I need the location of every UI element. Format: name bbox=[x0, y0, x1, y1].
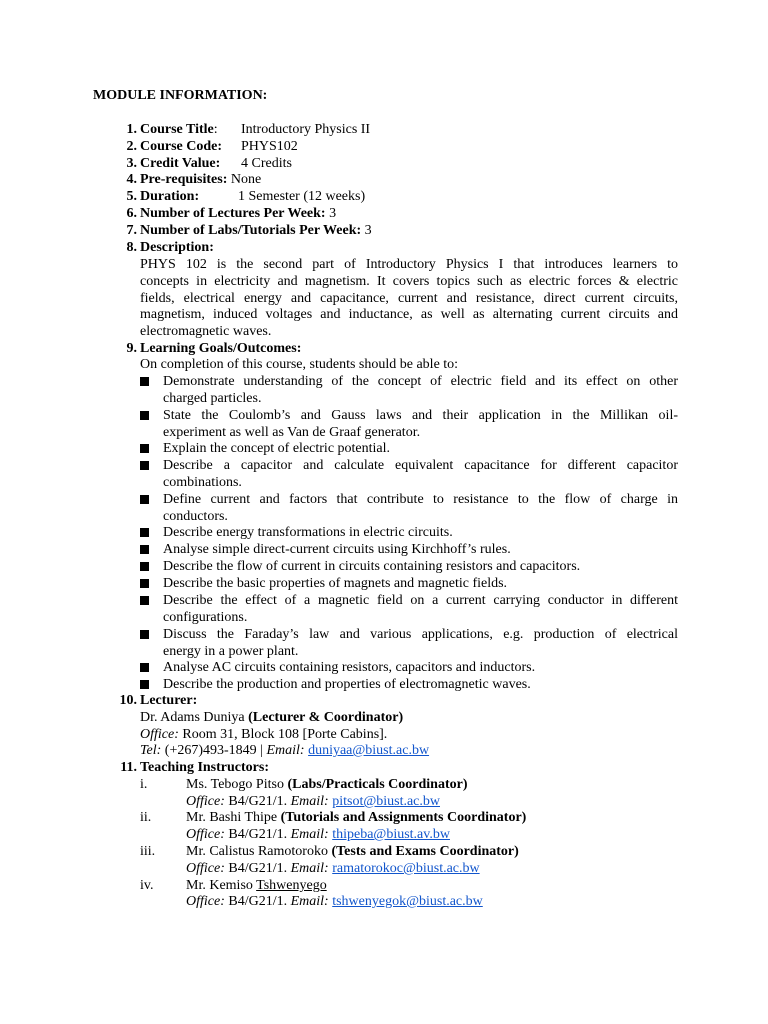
goal-item bbox=[163, 660, 678, 677]
lecturer-tel-value: (+267)493-1849 | bbox=[164, 743, 263, 758]
item-number: 5. bbox=[126, 189, 137, 204]
course-code-label: Course Code: bbox=[140, 139, 223, 154]
course-title-label: Course Title bbox=[140, 122, 214, 137]
description-line: electromagnetic waves. bbox=[140, 324, 272, 340]
lecturer-contact-row bbox=[140, 743, 429, 759]
goal-line: Describe the flow of current in circuits containing resistors and capacitors. bbox=[163, 559, 581, 574]
course-title-row bbox=[140, 122, 371, 138]
goal-item bbox=[163, 374, 678, 408]
square-bullet-icon bbox=[140, 596, 149, 605]
goal-line: State the Coulomb’s and Gauss laws and their application in the Millikan oil- bbox=[163, 408, 678, 423]
instructor-office: B4/G21/1. bbox=[228, 827, 288, 842]
instructor-role: (Tests and Exams Coordinator) bbox=[331, 844, 519, 859]
instructor-email-label: Email: bbox=[290, 794, 329, 809]
instructor-email-link[interactable]: thipeba@biust.av.bw bbox=[332, 827, 450, 842]
instructor-name-row bbox=[186, 878, 327, 894]
instructor-office-label: Office: bbox=[186, 827, 225, 842]
prereq-label: Pre-requisites: bbox=[140, 172, 228, 187]
instructor-office-label: Office: bbox=[186, 894, 225, 909]
square-bullet-icon bbox=[140, 630, 149, 639]
goal-line: Discuss the Faraday’s law and various applications, e.g. production of electrical bbox=[163, 627, 678, 642]
square-bullet-icon bbox=[140, 495, 149, 504]
instructor-office: B4/G21/1. bbox=[228, 794, 288, 809]
square-bullet-icon bbox=[140, 528, 149, 537]
goal-line: Describe the basic properties of magnets and magnetic fields. bbox=[163, 576, 508, 591]
lecturer-office-value: Room 31, Block 108 [Porte Cabins]. bbox=[182, 727, 388, 742]
module-heading: MODULE INFORMATION: bbox=[93, 88, 268, 103]
square-bullet-icon bbox=[140, 579, 149, 588]
instructor-role: (Labs/Practicals Coordinator) bbox=[287, 777, 468, 792]
lecturer-name-row bbox=[140, 710, 403, 726]
course-title-colon: : bbox=[213, 122, 218, 137]
description-line: fields, electrical energy and capacitance, current and resistance, direct current circuits, bbox=[140, 290, 678, 306]
instructor-office-row bbox=[186, 894, 483, 910]
description-line: concepts in electricity and magnetism. It covers topics such as electric forces & electric bbox=[140, 273, 678, 289]
roman-numeral: i. bbox=[140, 777, 148, 792]
square-bullet-icon bbox=[140, 461, 149, 470]
goal-line: Define current and factors that contribute to resistance to the flow of charge in bbox=[163, 492, 678, 507]
instructor-office-label: Office: bbox=[186, 794, 225, 809]
description-line: magnetism, induced voltages and inductance, as well as alternating current circuits and bbox=[140, 307, 678, 323]
item-number: 4. bbox=[126, 172, 137, 187]
goal-line: Describe energy transformations in electric circuits. bbox=[163, 525, 453, 540]
instructor-office: B4/G21/1. bbox=[228, 894, 288, 909]
instructor-name-row bbox=[186, 844, 519, 860]
instructor-name: Mr. Bashi Thipe bbox=[186, 810, 278, 825]
credit-value-row bbox=[140, 156, 292, 172]
course-title-value: Introductory Physics II bbox=[241, 122, 371, 137]
goal-line: Analyse AC circuits containing resistors, capacitors and inductors. bbox=[163, 660, 536, 675]
goal-item bbox=[163, 542, 678, 559]
lectures-label: Number of Lectures Per Week: bbox=[140, 206, 326, 221]
item-number: 6. bbox=[126, 206, 137, 221]
goal-item bbox=[163, 408, 678, 442]
goal-line: experiment as well as Van de Graaf generator. bbox=[163, 424, 421, 440]
goal-line: conductors. bbox=[163, 508, 228, 524]
instructors-label: Teaching Instructors: bbox=[140, 760, 269, 775]
item-number: 1. bbox=[126, 122, 137, 137]
square-bullet-icon bbox=[140, 545, 149, 554]
square-bullet-icon bbox=[140, 444, 149, 453]
goals-intro: On completion of this course, students should be able to: bbox=[140, 357, 459, 372]
lectures-value: 3 bbox=[329, 206, 337, 221]
lecturer-office-row bbox=[140, 727, 387, 743]
goal-item bbox=[163, 492, 678, 526]
instructor-office-label: Office: bbox=[186, 861, 225, 876]
roman-numeral: iii. bbox=[140, 844, 156, 859]
item-number: 11. bbox=[120, 760, 137, 775]
course-code-row bbox=[140, 139, 298, 155]
roman-numeral: ii. bbox=[140, 810, 152, 825]
description-label: Description: bbox=[140, 240, 214, 255]
lecturer-label: Lecturer: bbox=[140, 693, 198, 708]
item-number: 8. bbox=[126, 240, 137, 255]
instructor-role: (Tutorials and Assignments Coordinator) bbox=[280, 810, 527, 825]
roman-numeral: iv. bbox=[140, 878, 154, 893]
goal-line: Describe a capacitor and calculate equivalent capacitance for different capacitor bbox=[163, 458, 678, 473]
goal-line: Explain the concept of electric potential. bbox=[163, 441, 391, 456]
item-number: 2. bbox=[126, 139, 137, 154]
goal-item bbox=[163, 627, 678, 661]
duration-value: 1 Semester (12 weeks) bbox=[238, 189, 366, 204]
item-number: 9. bbox=[126, 341, 137, 356]
item-number: 7. bbox=[126, 223, 137, 238]
instructor-email-link[interactable]: tshwenyegok@biust.ac.bw bbox=[332, 894, 483, 909]
lectures-row bbox=[140, 206, 336, 222]
instructor-name: Ms. Tebogo Pitso bbox=[186, 777, 284, 792]
goal-item bbox=[163, 593, 678, 627]
square-bullet-icon bbox=[140, 411, 149, 420]
goal-item bbox=[163, 559, 678, 576]
square-bullet-icon bbox=[140, 562, 149, 571]
goal-line: energy in a power plant. bbox=[163, 643, 299, 659]
instructor-office: B4/G21/1. bbox=[228, 861, 288, 876]
prereq-value: None bbox=[230, 172, 262, 187]
lecturer-office-label: Office: bbox=[140, 727, 179, 742]
goal-item bbox=[163, 441, 678, 458]
prereq-row bbox=[140, 172, 261, 188]
course-code-value: PHYS102 bbox=[241, 139, 298, 154]
instructor-name: Mr. Calistus Ramotoroko bbox=[186, 844, 328, 859]
instructor-office-row bbox=[186, 861, 480, 877]
labs-label: Number of Labs/Tutorials Per Week: bbox=[140, 223, 362, 238]
goal-line: Describe the effect of a magnetic field on a current carrying conductor in different bbox=[163, 593, 678, 608]
lecturer-name: Dr. Adams Duniya bbox=[140, 710, 245, 725]
lecturer-tel-label: Tel: bbox=[140, 743, 162, 758]
description-line: PHYS 102 is the second part of Introductory Physics I that introduces learners to bbox=[140, 257, 678, 272]
item-number: 10. bbox=[119, 693, 137, 708]
instructor-name-row bbox=[186, 777, 467, 793]
square-bullet-icon bbox=[140, 663, 149, 672]
goal-line: configurations. bbox=[163, 609, 248, 625]
goal-line: Describe the production and properties of electromagnetic waves. bbox=[163, 677, 531, 692]
goal-item bbox=[163, 576, 678, 593]
instructor-office-row bbox=[186, 794, 440, 810]
duration-row bbox=[140, 189, 366, 205]
instructor-email-label: Email: bbox=[290, 894, 329, 909]
goal-line: charged particles. bbox=[163, 390, 262, 406]
square-bullet-icon bbox=[140, 680, 149, 689]
instructor-email-label: Email: bbox=[290, 861, 329, 876]
instructor-name: Mr. Kemiso bbox=[186, 878, 253, 893]
duration-label: Duration: bbox=[140, 189, 200, 204]
lecturer-email-link[interactable]: duniyaa@biust.ac.bw bbox=[308, 743, 430, 758]
instructor-email-link[interactable]: ramatorokoc@biust.ac.bw bbox=[332, 861, 480, 876]
instructor-surname: Tshwenyego bbox=[256, 878, 327, 893]
square-bullet-icon bbox=[140, 377, 149, 386]
goals-label: Learning Goals/Outcomes: bbox=[140, 341, 302, 356]
lecturer-role: (Lecturer & Coordinator) bbox=[248, 710, 404, 725]
labs-value: 3 bbox=[364, 223, 372, 238]
credit-value-value: 4 Credits bbox=[241, 156, 292, 171]
credit-value-label: Credit Value: bbox=[140, 156, 221, 171]
instructor-name-row bbox=[186, 810, 526, 826]
instructor-email-label: Email: bbox=[290, 827, 329, 842]
description-paragraph bbox=[140, 257, 678, 341]
instructor-office-row bbox=[186, 827, 450, 843]
item-number: 3. bbox=[126, 156, 137, 171]
lecturer-email-label: Email: bbox=[266, 743, 305, 758]
goal-line: combinations. bbox=[163, 474, 242, 490]
goal-line: Analyse simple direct-current circuits using Kirchhoff’s rules. bbox=[163, 542, 511, 557]
instructor-email-link[interactable]: pitsot@biust.ac.bw bbox=[332, 794, 440, 809]
goal-item bbox=[163, 677, 678, 694]
goal-item bbox=[163, 525, 678, 542]
labs-row bbox=[140, 223, 372, 239]
goal-item bbox=[163, 458, 678, 492]
goal-line: Demonstrate understanding of the concept of electric field and its effect on other bbox=[163, 374, 678, 389]
